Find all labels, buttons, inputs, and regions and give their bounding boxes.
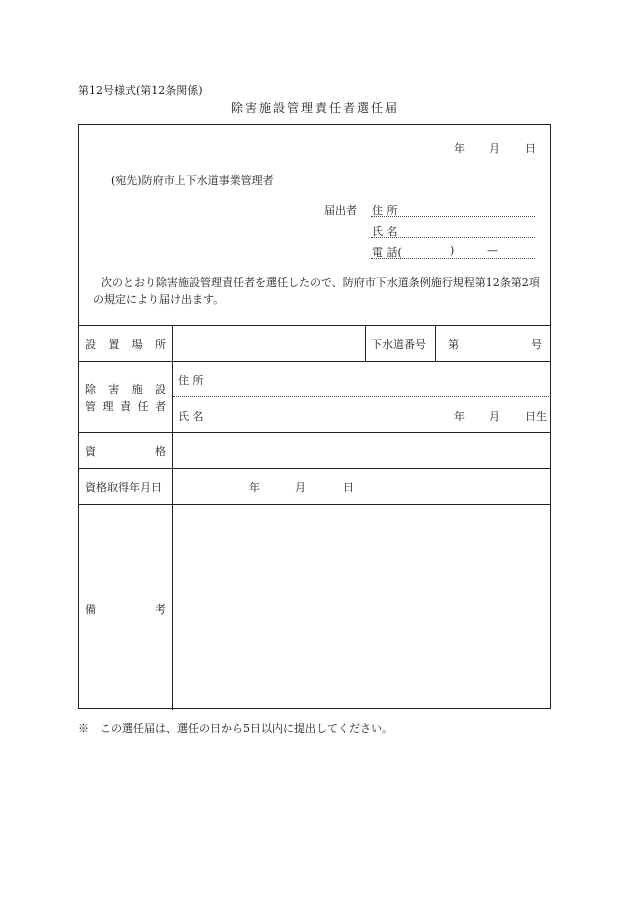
location-field[interactable] [175, 327, 363, 359]
divider [79, 468, 550, 469]
phone-dash: — [487, 244, 498, 257]
applicant-name-field[interactable] [371, 237, 535, 238]
divider [79, 504, 550, 505]
manager-label-line2: 管 理 責 任 者 [85, 400, 166, 413]
divider [173, 396, 551, 397]
applicant-address-label: 住 所 [372, 204, 398, 217]
divider [79, 361, 550, 362]
applicant-address-field[interactable] [371, 216, 535, 217]
birth-month-label: 月 [489, 410, 500, 423]
footer-note: ※ この選任届は、選任の日から5日以内に提出してください。 [78, 722, 393, 735]
intro-text: 次のとおり除害施設管理責任者を選任したので、防府市下水道条例施行規程第12条第2項の規定により届け出ます。 [93, 276, 540, 306]
date-year-label: 年 [454, 142, 465, 155]
qualification-date-label: 資格取得年月日 [85, 481, 162, 494]
applicant-name-label: 氏 名 [372, 225, 398, 238]
applicant-phone-field[interactable] [371, 258, 535, 259]
form-table [78, 124, 551, 709]
location-label: 設 置 場 所 [85, 338, 166, 351]
date-day-label: 日 [525, 142, 536, 155]
divider [79, 325, 550, 326]
form-title: 除害施設管理責任者選任届 [230, 101, 399, 115]
sewer-number-label: 下水道番号 [371, 338, 426, 351]
applicant-label: 届出者 [324, 204, 357, 217]
qual-year-label: 年 [249, 481, 260, 494]
phone-paren-close: ) [450, 244, 455, 257]
divider [365, 325, 366, 361]
qual-day-label: 日 [343, 481, 354, 494]
manager-label-line1: 除 害 施 設 [85, 383, 166, 396]
date-month-label: 月 [489, 142, 500, 155]
manager-address-label: 住 所 [178, 374, 204, 387]
birth-day-label: 日生 [525, 410, 547, 423]
divider [172, 325, 173, 710]
addressee: (宛先)防府市上下水道事業管理者 [111, 174, 274, 187]
form-number: 第12号様式(第12条関係) [78, 84, 203, 97]
sewer-number-suffix: 号 [531, 338, 542, 351]
qual-month-label: 月 [295, 481, 306, 494]
manager-name-label: 氏 名 [178, 410, 204, 423]
divider [79, 432, 550, 433]
qualification-label: 資 格 [85, 445, 166, 458]
remarks-field[interactable] [175, 507, 549, 707]
sewer-number-prefix: 第 [448, 338, 459, 351]
divider [435, 325, 436, 361]
birth-year-label: 年 [454, 410, 465, 423]
remarks-label: 備 考 [85, 603, 166, 616]
qualification-field[interactable] [175, 434, 549, 466]
applicant-phone-label: 電 話( [372, 246, 402, 259]
